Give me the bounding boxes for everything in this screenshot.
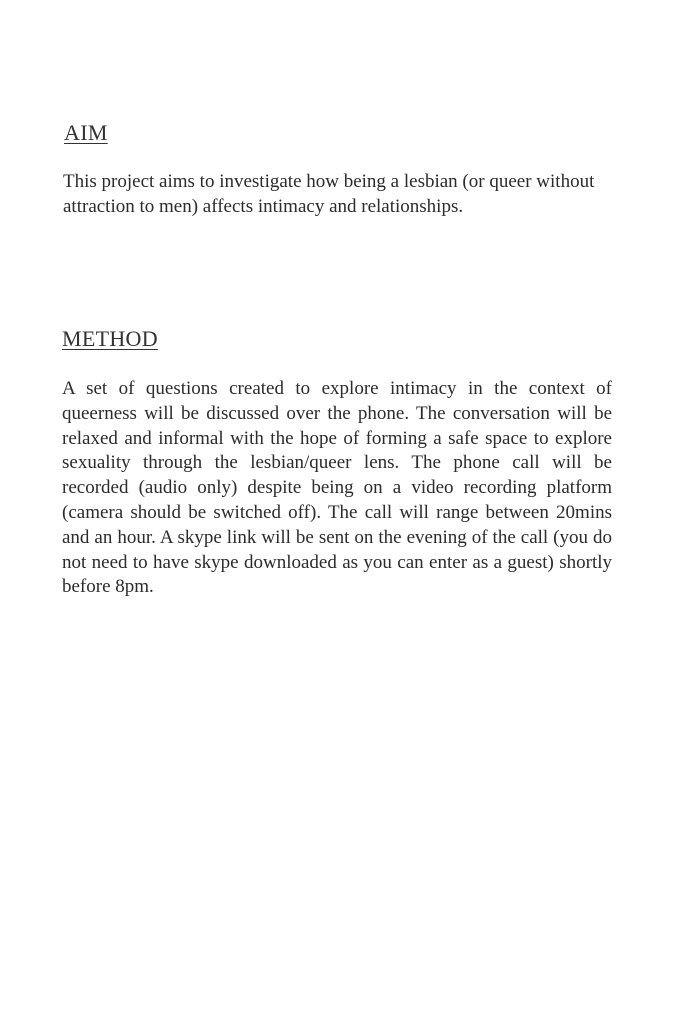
- method-paragraph: A set of questions created to explore intimacy in the context of queerness will be discussed over the phone. The conversation will be relaxed and informal with the hope of forming a safe space to explore sexuality through the lesbian/queer lens. The phone call will be recorded (audio only) despite being on a video recording platform (camera should be switched off). The call will range between 20mins and an hour. A skype link will be sent on the evening of the call (you do not need to have skype downloaded as you can enter as a guest) shortly before 8pm.: [62, 378, 612, 598]
- method-heading: METHOD: [62, 326, 158, 351]
- aim-heading: AIM: [64, 120, 108, 145]
- aim-paragraph: This project aims to investigate how being a lesbian (or queer without attraction to men) affects intimacy and relationships.: [63, 171, 595, 217]
